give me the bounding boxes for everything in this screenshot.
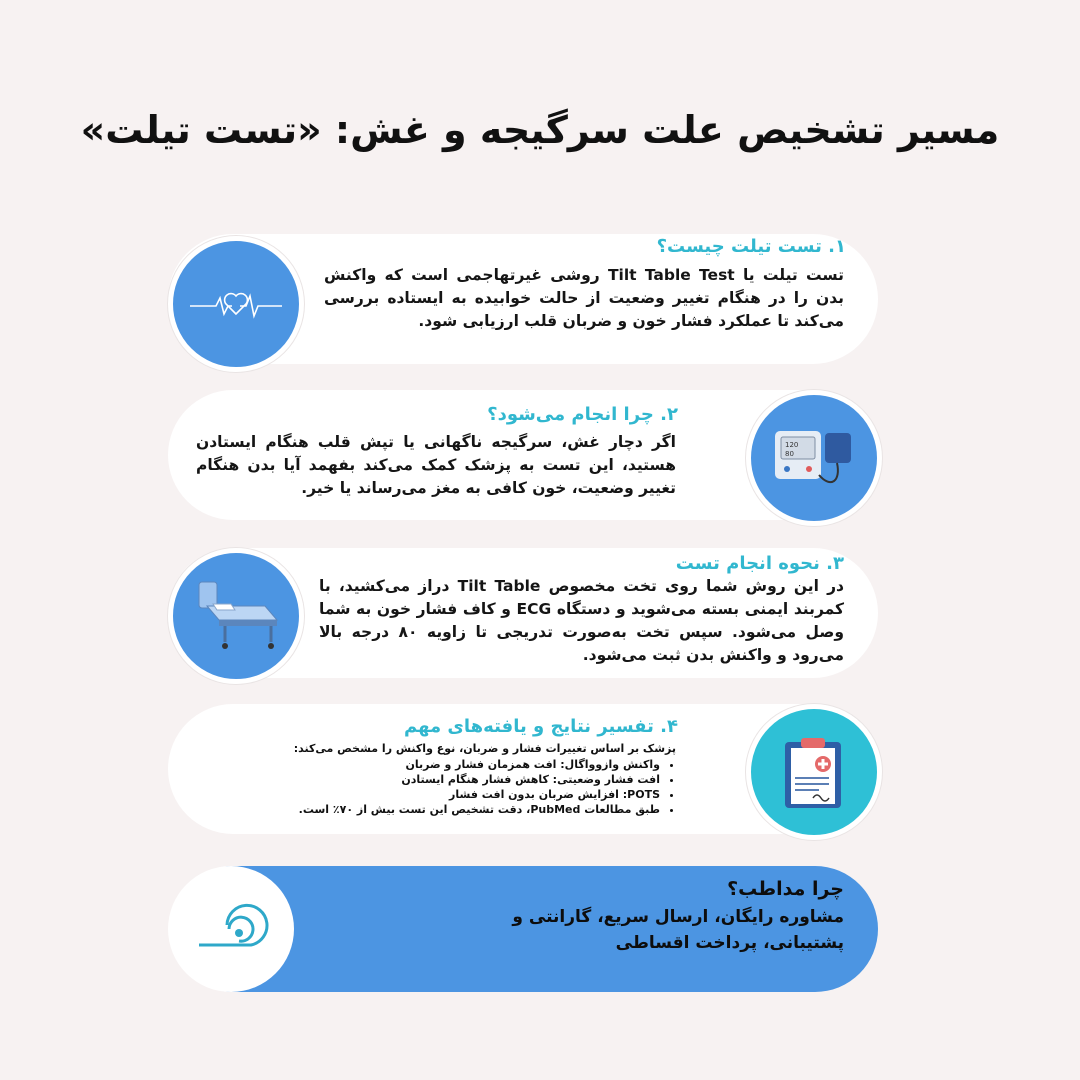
section-2-heading: ۲. چرا انجام می‌شود؟ [487,404,678,425]
brand-logo-icon [191,899,271,959]
section-4-intro: پزشک بر اساس تغییرات فشار و ضربان، نوع واکنش را مشخص می‌کند: [293,742,676,755]
section-4-icon-circle [746,704,882,840]
cta-body: مشاوره رایگان، ارسال سریع، گارانتی و پشتیبانی، پرداخت اقساطی [512,907,844,953]
section-4-heading: ۴. تفسیر نتایج و یافته‌های مهم [404,716,678,737]
section-3-icon-circle [168,548,304,684]
svg-text:120: 120 [785,441,799,449]
list-item: • واکنش وازوواگال: افت همزمان فشار و ضربان [299,757,660,772]
section-1-heading: ۱. تست تیلت چیست؟ [656,236,846,257]
section-3-heading: ۳. نحوه انجام تست [675,553,844,574]
section-1-icon-circle [168,236,304,372]
section-2-body: اگر دچار غش، سرگیجه ناگهانی یا تپش قلب هنگام ایستادن هستید، این تست به پزشک کمک می‌کند بفهمد آیا بدن هنگام تغییر وضعیت، خون کافی به مغز می‌رساند یا خیر. [196,433,676,497]
heartbeat-icon [188,284,284,324]
blood-pressure-monitor-icon [771,423,857,493]
page-title: مسیر تشخیص علت سرگیجه و غش: «تست تیلت» [80,108,1000,152]
section-4-bullet-list [299,757,676,817]
list-item: • POTS: افزایش ضربان بدون افت فشار [299,787,660,802]
cta-heading: چرا مداطب؟ [727,878,844,900]
list-item: • طبق مطالعات PubMed، دقت تشخیص این تست بیش از ۷۰٪ است. [299,802,660,817]
medical-clipboard-icon [779,732,849,812]
hospital-bed-icon [191,576,281,656]
section-3-body: در این روش شما روی تخت مخصوص Tilt Table دراز می‌کشید، با کمربند ایمنی بسته می‌شوید و دستگاه ECG و کاف فشار خون به شما وصل می‌شود. سپس تخت به‌صورت تدریجی تا زاویه ۸۰ درجه بالا می‌رود و واکنش بدن ثبت می‌شود. [319,577,844,664]
list-item: • افت فشار وضعیتی: کاهش فشار هنگام ایستادن [299,772,660,787]
section-2-icon-circle [746,390,882,526]
cta-logo-circle [168,866,294,992]
section-1-body: تست تیلت یا Tilt Table Test روشی غیرتهاجمی است که واکنش بدن را در هنگام تغییر وضعیت از حالت خوابیده به ایستاده بررسی می‌کند تا عملکرد فشار خون و ضربان قلب ارزیابی شود. [324,266,844,330]
svg-text:80: 80 [785,450,794,458]
